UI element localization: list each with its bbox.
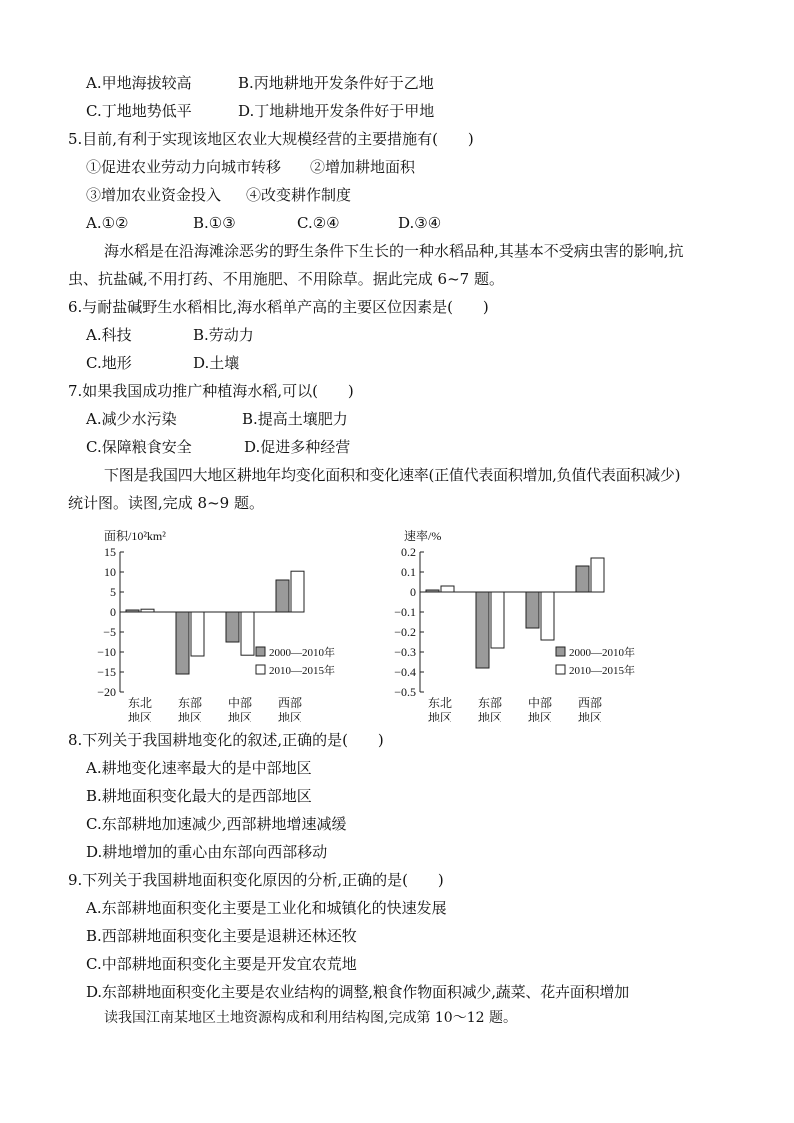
bar bbox=[576, 566, 589, 592]
intro-8-9-line-1: 下图是我国四大地区耕地年均变化面积和变化速率(正值代表面积增加,负值代表面积减少) bbox=[104, 466, 681, 484]
q5-item-2: ②增加耕地面积 bbox=[310, 158, 416, 176]
q8-option-b: B.耕地面积变化最大的是西部地区 bbox=[86, 787, 312, 805]
y-axis-label: 面积/10²km² bbox=[104, 529, 166, 543]
y-tick-label: −0.4 bbox=[394, 665, 416, 679]
q6-option-d: D.土壤 bbox=[193, 354, 240, 372]
q4-option-c: C.丁地地势低平 bbox=[86, 102, 192, 120]
bar bbox=[426, 590, 439, 592]
category-label: 地区 bbox=[477, 711, 503, 722]
q9-option-d: D.东部耕地面积变化主要是农业结构的调整,粮食作物面积减少,蔬菜、花卉面积增加 bbox=[86, 983, 629, 1001]
q6-option-c: C.地形 bbox=[86, 354, 132, 372]
q9-option-b: B.西部耕地面积变化主要是退耕还林还牧 bbox=[86, 927, 357, 945]
area-change-chart bbox=[84, 522, 374, 722]
bar bbox=[276, 580, 289, 612]
q9-stem: 9.下列关于我国耕地面积变化原因的分析,正确的是( ) bbox=[68, 871, 444, 889]
category-label: 地区 bbox=[527, 711, 553, 722]
y-axis-label: 速率/% bbox=[404, 529, 442, 543]
q7-option-d: D.促进多种经营 bbox=[244, 438, 351, 456]
q4-option-d: D.丁地耕地开发条件好于甲地 bbox=[238, 102, 435, 120]
q6-option-a: A.科技 bbox=[86, 326, 132, 344]
y-tick-label: 5 bbox=[110, 585, 116, 599]
q6-option-b: B.劳动力 bbox=[193, 326, 254, 344]
legend-label: 2010—2015年 bbox=[269, 665, 335, 677]
category-label: 中部 bbox=[527, 696, 553, 710]
q5-item-1: ①促进农业劳动力向城市转移 bbox=[86, 158, 282, 176]
bar bbox=[141, 609, 154, 612]
bar bbox=[541, 592, 554, 640]
q8-stem: 8.下列关于我国耕地变化的叙述,正确的是( ) bbox=[68, 731, 384, 749]
bar bbox=[126, 610, 139, 612]
legend-swatch bbox=[556, 665, 565, 674]
q5-option-a: A.①② bbox=[86, 214, 129, 232]
category-label: 地区 bbox=[227, 711, 253, 722]
q4-option-b: B.丙地耕地开发条件好于乙地 bbox=[238, 74, 434, 92]
q5-option-c: C.②④ bbox=[297, 214, 340, 232]
category-label: 西部 bbox=[277, 696, 303, 710]
q7-option-b: B.提高土壤肥力 bbox=[242, 410, 348, 428]
category-label: 东北 bbox=[127, 696, 153, 710]
legend-swatch bbox=[256, 665, 265, 674]
legend-label: 2010—2015年 bbox=[569, 665, 635, 677]
q5-stem: 5.目前,有利于实现该地区农业大规模经营的主要措施有( ) bbox=[68, 130, 474, 148]
bar bbox=[491, 592, 504, 648]
intro-6-7-line-1: 海水稻是在沿海滩涂恶劣的野生条件下生长的一种水稻品种,其基本不受病虫害的影响,抗 bbox=[104, 242, 684, 260]
bar bbox=[226, 612, 239, 642]
intro-6-7-line-2: 虫、抗盐碱,不用打药、不用施肥、不用除草。据此完成 6~7 题。 bbox=[68, 270, 504, 288]
legend-label: 2000—2010年 bbox=[569, 647, 635, 659]
q5-option-b: B.①③ bbox=[193, 214, 236, 232]
intro-10-12: 读我国江南某地区土地资源构成和利用结构图,完成第 10～12 题。 bbox=[104, 1010, 517, 1026]
y-tick-label: 0 bbox=[410, 585, 416, 599]
legend-swatch bbox=[256, 647, 265, 656]
q6-stem: 6.与耐盐碱野生水稻相比,海水稻单产高的主要区位因素是( ) bbox=[68, 298, 489, 316]
y-tick-label: −0.5 bbox=[394, 685, 416, 699]
category-label: 中部 bbox=[227, 696, 253, 710]
category-label: 地区 bbox=[427, 711, 453, 722]
bar bbox=[241, 612, 254, 655]
bar bbox=[291, 571, 304, 612]
legend-swatch bbox=[556, 647, 565, 656]
category-label: 东部 bbox=[177, 696, 203, 710]
bar bbox=[591, 558, 604, 592]
q8-option-a: A.耕地变化速率最大的是中部地区 bbox=[86, 759, 312, 777]
bar bbox=[176, 612, 189, 674]
y-tick-label: −20 bbox=[97, 685, 116, 699]
y-tick-label: 15 bbox=[104, 545, 116, 559]
q9-option-c: C.中部耕地面积变化主要是开发宜农荒地 bbox=[86, 955, 357, 973]
y-tick-label: −10 bbox=[97, 645, 116, 659]
q9-option-a: A.东部耕地面积变化主要是工业化和城镇化的快速发展 bbox=[86, 899, 447, 917]
category-label: 东部 bbox=[477, 696, 503, 710]
y-tick-label: 0.1 bbox=[401, 565, 416, 579]
q8-option-c: C.东部耕地加速减少,西部耕地增速减缓 bbox=[86, 815, 347, 833]
y-tick-label: −0.3 bbox=[394, 645, 416, 659]
bar bbox=[441, 586, 454, 592]
category-label: 地区 bbox=[127, 711, 153, 722]
y-tick-label: 10 bbox=[104, 565, 116, 579]
category-label: 地区 bbox=[177, 711, 203, 722]
q7-option-a: A.减少水污染 bbox=[86, 410, 177, 428]
q4-option-a: A.甲地海拔较高 bbox=[86, 74, 192, 92]
q5-item-4: ④改变耕作制度 bbox=[246, 186, 352, 204]
bar bbox=[476, 592, 489, 668]
y-tick-label: −0.1 bbox=[394, 605, 416, 619]
q7-option-c: C.保障粮食安全 bbox=[86, 438, 192, 456]
category-label: 东北 bbox=[427, 696, 453, 710]
intro-8-9-line-2: 统计图。读图,完成 8~9 题。 bbox=[68, 494, 264, 512]
category-label: 西部 bbox=[577, 696, 603, 710]
category-label: 地区 bbox=[277, 711, 303, 722]
q5-option-d: D.③④ bbox=[398, 214, 442, 232]
q8-option-d: D.耕地增加的重心由东部向西部移动 bbox=[86, 843, 328, 861]
rate-change-chart bbox=[384, 522, 674, 722]
bar bbox=[191, 612, 204, 656]
y-tick-label: −15 bbox=[97, 665, 116, 679]
legend-label: 2000—2010年 bbox=[269, 647, 335, 659]
y-tick-label: 0 bbox=[110, 605, 116, 619]
y-tick-label: 0.2 bbox=[401, 545, 416, 559]
y-tick-label: −0.2 bbox=[394, 625, 416, 639]
q5-item-3: ③增加农业资金投入 bbox=[86, 186, 222, 204]
q7-stem: 7.如果我国成功推广种植海水稻,可以( ) bbox=[68, 382, 354, 400]
bar bbox=[526, 592, 539, 628]
y-tick-label: −5 bbox=[103, 625, 116, 639]
category-label: 地区 bbox=[577, 711, 603, 722]
